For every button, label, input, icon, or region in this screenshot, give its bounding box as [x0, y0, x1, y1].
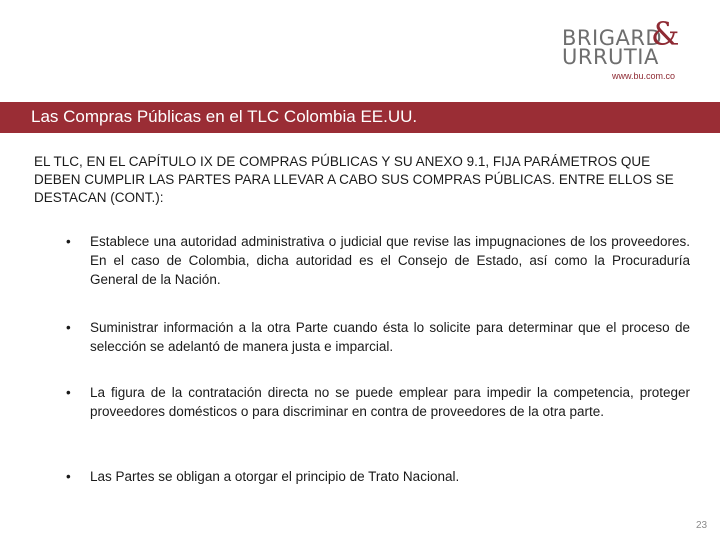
bullet-dot: •: [66, 234, 71, 249]
slide-title: Las Compras Públicas en el TLC Colombia EE.UU.: [31, 107, 418, 126]
title-banner: [0, 102, 720, 133]
logo-brigard-text: BRIGARD: [562, 26, 663, 50]
logo-ampersand: &: [651, 15, 680, 53]
bullet-text: La figura de la contratación directa no se puede emplear para impedir la competencia, proteger proveedores domésticos o para discriminar en contra de proveedores de la otra parte.: [90, 385, 690, 419]
bullet-text: Las Partes se obligan a otorgar el principio de Trato Nacional.: [90, 469, 460, 484]
logo-urrutia-text: URRUTIA: [562, 45, 659, 69]
bullet-text: Establece una autoridad administrativa o judicial que revise las impugnaciones de los proveedores. En el caso de Colombia, dicha autoridad es el Consejo de Estado, así como la Procuraduría General de la Nación.: [90, 234, 690, 287]
bullet-dot: •: [66, 385, 71, 400]
brigard-urrutia-logo: [558, 15, 708, 81]
logo-url: www.bu.com.co: [612, 71, 676, 81]
bullet-dot: •: [66, 469, 71, 484]
page-number: 23: [696, 520, 708, 531]
intro-paragraph: EL TLC, EN EL CAPÍTULO IX DE COMPRAS PÚBLICAS Y SU ANEXO 9.1, FIJA PARÁMETROS QUE DEBEN CUMPLIR LAS PARTES PARA LLEVAR A CABO SUS COMPRAS PÚBLICAS. ENTRE ELLOS SE DESTACAN (CONT.):: [34, 154, 674, 205]
bullet-dot: •: [66, 320, 71, 335]
bullet-text: Suministrar información a la otra Parte cuando ésta lo solicite para determinar que el proceso de selección se adelantó de manera justa e imparcial.: [90, 320, 690, 354]
